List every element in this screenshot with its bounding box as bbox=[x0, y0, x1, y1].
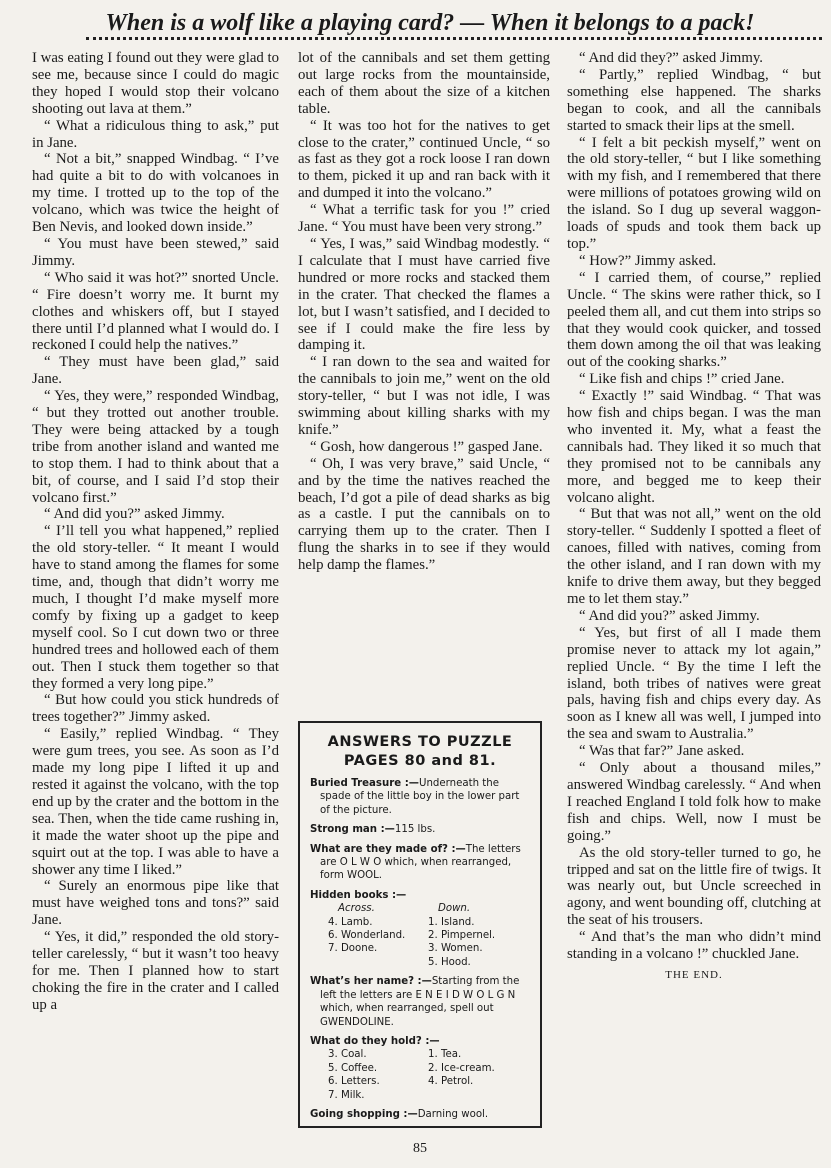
story-paragraph: lot of the cannibals and set them getting out large rocks from the mountainside, each of them about the size of a kitchen table. bbox=[298, 50, 550, 117]
story-paragraph: “ And did you?” asked Jimmy. bbox=[44, 506, 225, 523]
list-item: 7. Doone. bbox=[328, 943, 378, 955]
list-item: 5. Hood. bbox=[428, 956, 471, 968]
list-item: 6. Wonderland. bbox=[328, 930, 406, 942]
story-paragraph: “ I carried them, of course,” replied Uncle. “ The skins were rather thick, so I peeled them all, and cut them into strips so that they would cook quicker, and tossed them down among the oil that was leaking out of the cooking sharks.” bbox=[567, 269, 821, 371]
story-paragraph: “ And that’s the man who didn’t mind standing in a volcano !” chuckled Jane. bbox=[567, 929, 821, 963]
answers-title-line-2: PAGES 80 and 81. bbox=[343, 753, 497, 769]
page-number: 85 bbox=[413, 1141, 427, 1156]
story-paragraph: I was eating I found out they were glad to see me, because since I could do magic they hoped I would stop their volcano shooting out lava at them.” bbox=[32, 50, 279, 117]
story-paragraph: “ Who said it was hot?” snorted Uncle. “ Fire doesn’t worry me. It burnt my clothes and whiskers off, but I stayed there until I’d planned what I would do. I reckoned I could help the natives.” bbox=[32, 269, 279, 354]
hold-right bbox=[428, 1048, 528, 1102]
hidden-books-down bbox=[428, 902, 528, 969]
header-dotted-rule bbox=[86, 37, 822, 40]
story-paragraph: “ I ran down to the sea and waited for the cannibals to join me,” went on the old story-teller, “ but I was not idle, I was swimming about killing sharks with my knife.” bbox=[298, 354, 550, 438]
story-paragraph: “ What a ridiculous thing to ask,” put in Jane. bbox=[32, 117, 279, 151]
story-paragraph: “ Yes, but first of all I made them promise never to attack my lot again,” replied Uncle. “ By the time I left the island, both tribes of natives were great pals, having fish and chips every day. As soon as I knew all was well, I jumped into the sea and swam to Australia.” bbox=[567, 624, 821, 743]
answers-title bbox=[300, 733, 540, 771]
answer-going-shopping: Going shopping :—Darning wool. bbox=[310, 1108, 489, 1120]
list-item: 4. Petrol. bbox=[428, 1076, 474, 1088]
story-paragraph: “ You must have been stewed,” said Jimmy. bbox=[32, 235, 279, 269]
list-item: 1. Tea. bbox=[428, 1049, 462, 1061]
answer-hidden-books: Hidden books :— bbox=[310, 889, 407, 901]
puzzle-answers-box bbox=[298, 721, 542, 1128]
answer-buried-treasure: Buried Treasure :—Underneath the spade of the little boy in the lower part of the picture. bbox=[310, 778, 520, 816]
list-item: 3. Women. bbox=[428, 943, 483, 955]
story-paragraph: “ Yes, they were,” responded Windbag, “ but they trotted out another trouble. They were being attacked by a tough tribe from another island and wanted me to stop them. I had to think about that a bit, of course, and I said I’d stop their volcano first.” bbox=[32, 388, 279, 506]
list-item: 6. Letters. bbox=[328, 1076, 380, 1088]
story-paragraph: “ Partly,” replied Windbag, “ but something else happened. The sharks began to cook, and all the cannibals started to smack their lips at the smell. bbox=[567, 66, 821, 134]
list-item: 3. Coal. bbox=[328, 1049, 367, 1061]
story-paragraph: “ Gosh, how dangerous !” gasped Jane. bbox=[310, 438, 543, 455]
list-item: 1. Island. bbox=[428, 916, 475, 928]
hidden-books-grid bbox=[328, 902, 532, 969]
answers-list bbox=[310, 777, 532, 1121]
list-item: 2. Ice-cream. bbox=[428, 1062, 495, 1074]
answers-title-line-1: ANSWERS TO PUZZLE bbox=[327, 734, 513, 750]
story-column-3 bbox=[567, 50, 821, 1140]
story-paragraph: “ They must have been glad,” said Jane. bbox=[32, 354, 279, 388]
story-paragraph: “ Oh, I was very brave,” said Uncle, “ and by the time the natives reached the beach, I’d got a pile of dead sharks as big as a castle. I put the cannibals on to carrying them up to the crater. Then I flung the sharks in to see if they would help damp the flames.” bbox=[298, 455, 550, 574]
story-paragraph: “ But that was not all,” went on the old story-teller. “ Suddenly I spotted a fleet of canoes, filled with natives, coming from the other island, and I ran down with my knife to drive them away, but they begged me to let them stay.” bbox=[567, 506, 821, 607]
hold-grid bbox=[328, 1048, 532, 1102]
hidden-books-across bbox=[328, 902, 428, 969]
story-paragraph: “ But how could you stick hundreds of trees together?” Jimmy asked. bbox=[32, 692, 279, 726]
story-paragraph: “ And did they?” asked Jimmy. bbox=[579, 50, 763, 66]
story-paragraph: “ Easily,” replied Windbag. “ They were gum trees, you see. As soon as I’d made my long pipe I lifted it up and rested it against the volcano, with the top end up by the crater and the bottom in the sea. Then, when the tide came rushing in, it made the water shoot up the pipe and squirt out at the top. I was able to have a shower any time I liked.” bbox=[32, 726, 279, 878]
story-paragraph: “ And did you?” asked Jimmy. bbox=[579, 607, 760, 624]
answer-her-name: What’s her name? :—Starting from the left the letters are E N E I D W O L G N which, when rearranged, spell out GWENDOLINE. bbox=[310, 976, 520, 1028]
story-paragraph: “ I felt a bit peckish myself,” went on the old story-teller, “ but I like something with my fish, and I remembered that there were millions of potatoes growing wild on the island. So I dug up several waggon-loads of spuds and took them back up top.” bbox=[567, 134, 821, 252]
answer-made-of: What are they made of? :—The letters are O L W O which, when rearranged, form WOOL. bbox=[310, 843, 521, 882]
answer-strong-man: Strong man :—115 lbs. bbox=[310, 824, 436, 836]
down-heading: Down. bbox=[438, 903, 471, 915]
story-paragraph: “ It was too hot for the natives to get close to the crater,” continued Uncle, “ so as fast as they got a rock loose I ran down to them, picked it up and ran back with it and dumped it into the volcano.” bbox=[298, 117, 550, 202]
story-column-1 bbox=[32, 50, 279, 1140]
story-paragraph: “ Like fish and chips !” cried Jane. bbox=[579, 371, 785, 388]
hold-left bbox=[328, 1048, 428, 1102]
story-paragraph: As the old story-teller turned to go, he tripped and sat on the little fire of twigs. It was nearly out, but Uncle screeched in agony, and went bounding off, clutching at the seat of his trousers. bbox=[567, 844, 821, 929]
the-end-label: THE END. bbox=[665, 968, 723, 981]
page-header-joke: When is a wolf like a playing card? — When it belongs to a pack! bbox=[105, 10, 755, 36]
answer-what-hold: What do they hold? :— bbox=[310, 1035, 440, 1047]
story-paragraph: “ Surely an enormous pipe like that must have weighed tons and tons?” said Jane. bbox=[32, 878, 279, 929]
list-item: 5. Coffee. bbox=[328, 1062, 378, 1074]
story-paragraph: “ I’ll tell you what happened,” replied the old story-teller. “ It meant I would have to stand among the flames for some time, and, though that didn’t worry me much, I thought I’d make myself more comfy by fixing up a gadget to keep myself cool. So I cut down two or three hundred trees and hollowed each of them out. Then I stuck them together so that they formed a very long pipe.” bbox=[32, 523, 279, 692]
list-item: 7. Milk. bbox=[328, 1089, 365, 1101]
list-item: 2. Pimpernel. bbox=[428, 930, 496, 942]
story-paragraph: “ Exactly !” said Windbag. “ That was how fish and chips began. I was the man who invented it. My, what a feast the cannibals had. They liked it so much that they promised not to be cannibals any more, and begged me to keep their volcano alight. bbox=[567, 388, 821, 506]
across-heading: Across. bbox=[338, 903, 375, 915]
list-item: 4. Lamb. bbox=[328, 916, 373, 928]
story-paragraph: “ Yes, I was,” said Windbag modestly. “ I calculate that I must have carried five hundred or more rocks and stacked them in the crater. That checked the flames a lot, but I wasn’t satisfied, and I decided to see if I could make the fire less by damping it. bbox=[298, 235, 550, 354]
story-paragraph: “ Only about a thousand miles,” answered Windbag carelessly. “ And when I reached England I told folk how to make fish and chips. Well, now I must be going.” bbox=[567, 760, 821, 844]
story-paragraph: “ How?” Jimmy asked. bbox=[579, 252, 717, 269]
story-paragraph: “ Was that far?” Jane asked. bbox=[579, 743, 745, 760]
story-paragraph: “ Not a bit,” snapped Windbag. “ I’ve had quite a bit to do with volcanoes in my time. I trotted up to the top of the volcano, which was twice the height of Ben Nevis, and looked down inside.” bbox=[32, 151, 279, 236]
story-paragraph: “ Yes, it did,” responded the old story-teller carelessly, “ but it wasn’t too heavy for me. Then I planned how to start choking the fire in the crater and I called up a bbox=[32, 929, 279, 1013]
story-paragraph: “ What a terrific task for you !” cried Jane. “ You must have been very strong.” bbox=[298, 202, 550, 236]
